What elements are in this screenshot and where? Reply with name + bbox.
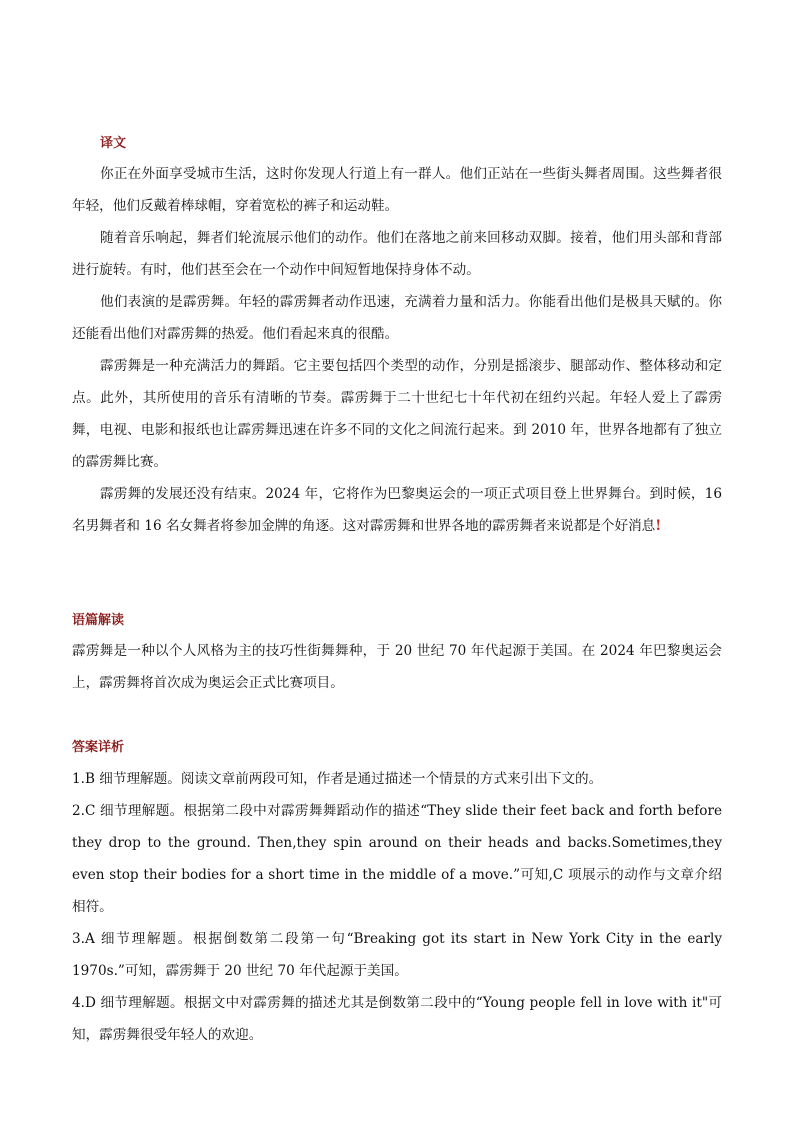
answer-item-3: 3.A 细节理解题。根据倒数第二段第一句“Breaking got its start in New York City in the early 1970s.”可知，霹雳舞于 20 世纪 70 年代起源于美国。 bbox=[72, 931, 722, 979]
translation-paragraph-5 bbox=[72, 478, 722, 542]
analysis-heading: 语篇解读 bbox=[72, 613, 125, 628]
answer-item-2: 2.C 细节理解题。根据第二段中对霹雳舞舞蹈动作的描述“They slide their feet back and forth before they drop to the ground. Then,they spin around on their heads and backs.Sometimes,they even stop their bodies for a short time in the middle of a move.”可知,C 项展示的动作与文章介绍相符。 bbox=[72, 803, 722, 915]
answer-item-4: 4.D 细节理解题。根据文中对霹雳舞的描述尤其是倒数第二段中的“Young people fell in love with it"可知，霹雳舞很受年轻人的欢迎。 bbox=[72, 995, 722, 1043]
translation-paragraph-5-text: 霹雳舞的发展还没有结束。2024 年，它将作为巴黎奥运会的一项正式项目登上世界舞台。到时候，16 名男舞者和 16 名女舞者将参加金牌的角逐。这对霹雳舞和世界各地的霹雳舞者来说都是个好消息 bbox=[72, 486, 722, 534]
translation-paragraph-2: 随着音乐响起，舞者们轮流展示他们的动作。他们在落地之前来回移动双脚。接着，他们用头部和背部进行旋转。有时，他们甚至会在一个动作中间短暂地保持身体不动。 bbox=[72, 230, 722, 278]
answer-item-1: 1.B 细节理解题。阅读文章前两段可知，作者是通过描述一个情景的方式来引出下文的。 bbox=[72, 771, 603, 787]
analysis-text: 霹雳舞是一种以个人风格为主的技巧性街舞舞种，于 20 世纪 70 年代起源于美国。在 2024 年巴黎奥运会上，霹雳舞将首次成为奥运会正式比赛项目。 bbox=[72, 643, 722, 691]
translation-paragraph-4: 霹雳舞是一种充满活力的舞蹈。它主要包括四个类型的动作，分别是摇滚步、腿部动作、整体移动和定点。此外，其所使用的音乐有清晰的节奏。霹雳舞于二十世纪七十年代初在纽约兴起。年轻人爱上了霹雳舞，电视、电影和报纸也让霹雳舞迅速在许多不同的文化之间流行起来。到 2010 年，世界各地都有了独立的霹雳舞比赛。 bbox=[72, 358, 722, 470]
answers-heading: 答案详析 bbox=[72, 740, 125, 755]
answers-list bbox=[72, 763, 722, 1051]
translation-paragraph-1: 你正在外面享受城市生活，这时你发现人行道上有一群人。他们正站在一些街头舞者周围。这些舞者很年轻，他们反戴着棒球帽，穿着宽松的裤子和运动鞋。 bbox=[72, 166, 722, 214]
translation-paragraph-3: 他们表演的是霹雳舞。年轻的霹雳舞者动作迅速，充满着力量和活力。你能看出他们是极具天赋的。你还能看出他们对霹雳舞的热爱。他们看起来真的很酷。 bbox=[72, 294, 722, 342]
translation-heading: 译文 bbox=[100, 136, 127, 151]
translation-body bbox=[72, 158, 722, 542]
exclamation-mark: ! bbox=[655, 518, 662, 534]
